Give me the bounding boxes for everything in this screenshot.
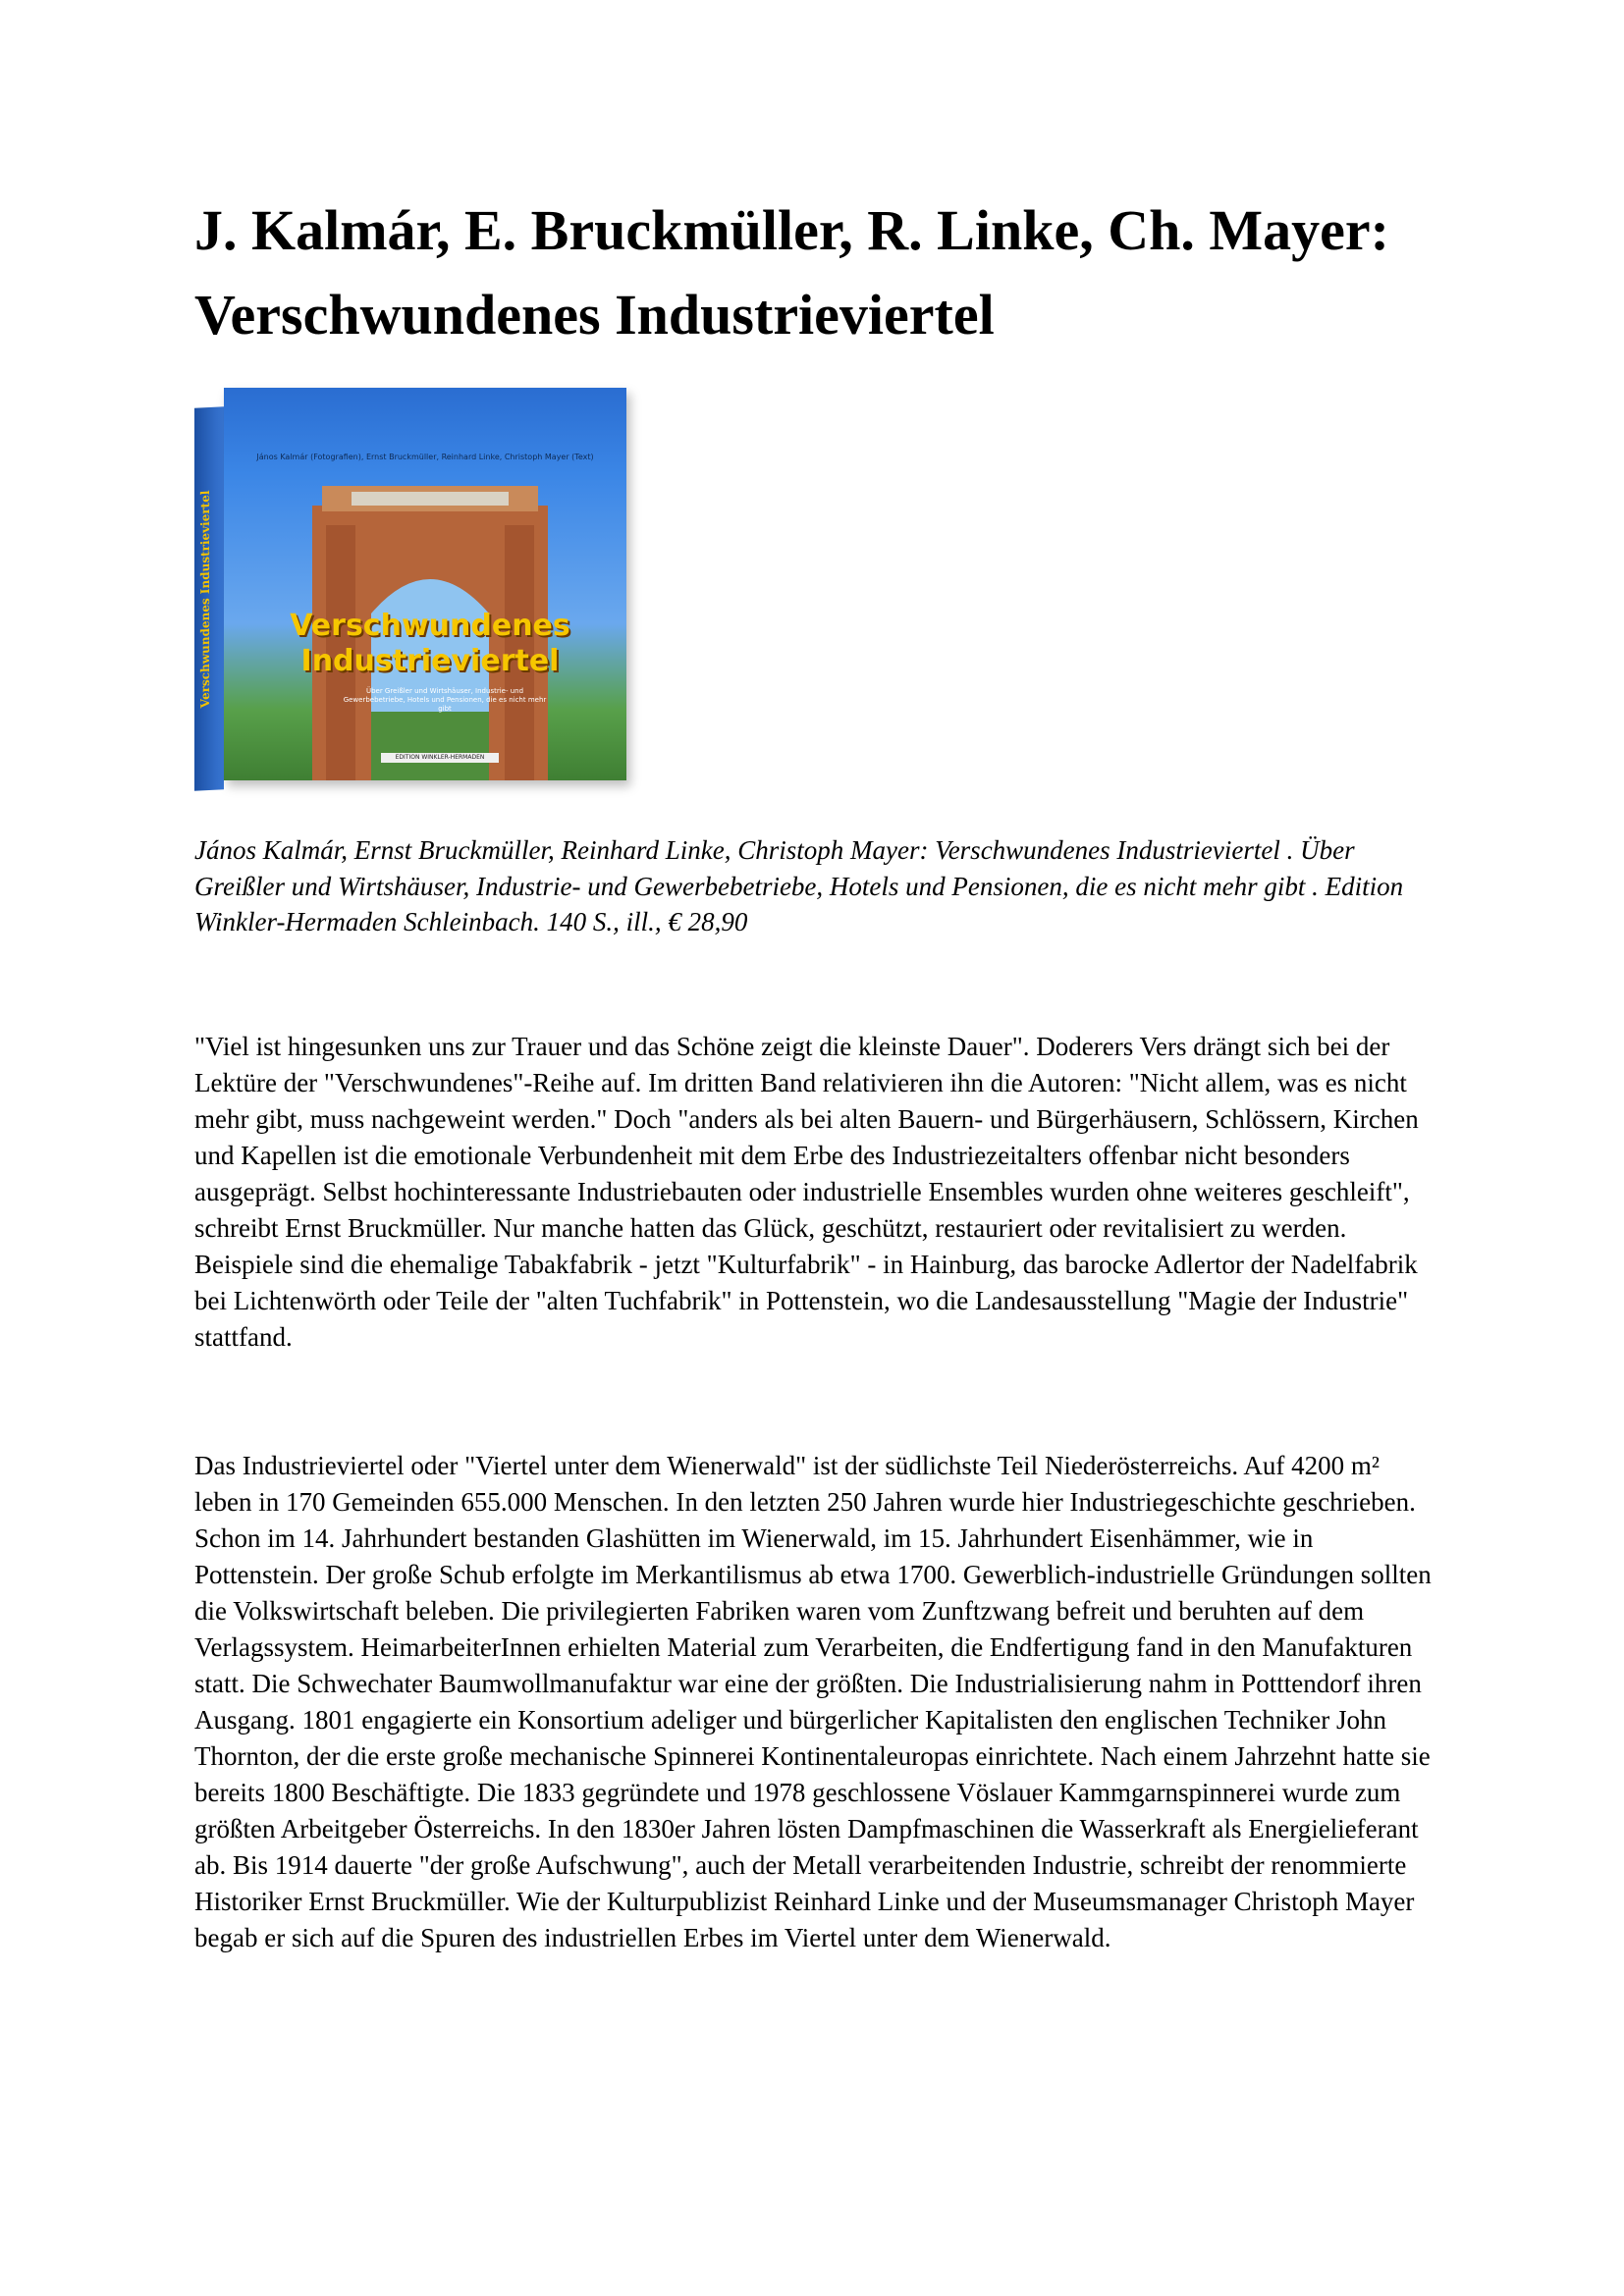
body-paragraph: Das Industrieviertel oder "Viertel unter dem Wienerwald" ist der südlichste Teil Niederösterreichs. Auf 4200 m² leben in 170 Gemeinden 655.000 Menschen. In den letzten 250 Jahren wurde hier Industriegeschichte geschrieben. Schon im 14. Jahrhundert bestanden Glashütten im Wienerwald, im 15. Jahrhundert Eisenhämmer, wie in Pottenstein. Der große Schub erfolgte im Merkantilismus ab etwa 1700. Gewerblich-industrielle Gründungen sollten die Volkswirtschaft beleben. Die privilegierten Fabriken waren vom Zunftzwang befreit und beruhten auf dem Verlagssystem. HeimarbeiterInnen erhielten Material zum Verarbeiten, die Endfertigung fand in den Manufakturen statt. Die Schwechater Baumwollmanufaktur war eine der größten. Die Industrialisierung nahm in Potttendorf ihren Ausgang. 1801 engagierte ein Konsortium adeliger und bürgerlicher Kapitalisten den englischen Techniker John Thornton, der die erste große mechanische Spinnerei Kontinentaleuropas einrichtete. Nach einem Jahrzehnt hatte sie bereits 1800 Beschäftigte. Die 1833 gegründete und 1978 geschlossene Vöslauer Kammgarnspinnerei wurde zum größten Arbeitgeber Österreichs. In den 1830er Jahren lösten Dampfmaschinen die Wasserkraft als Energielieferant ab. Bis 1914 dauerte "der große Aufschwung", auch der Metall verarbeitenden Industrie, schreibt der renommierte Historiker Ernst Bruckmüller. Wie der Kulturpublizist Reinhard Linke und der Museumsmanager Christoph Mayer begab er sich auf die Spuren des industriellen Erbes im Viertel unter dem Wienerwald.: [194, 1451, 1432, 1952]
book-spine: [194, 406, 224, 791]
book-cover-image: [194, 388, 626, 795]
cover-title-line2: Industrieviertel: [300, 644, 560, 678]
body-paragraph: "Viel ist hingesunken uns zur Trauer und das Schöne zeigt die kleinste Dauer". Doderers Vers drängt sich bei der Lektüre der "Verschwundenes"-Reihe auf. Im dritten Band relativieren ihn die Autoren: "Nicht allem, was es nicht mehr gibt, muss nachgeweint werden." Doch "anders als bei alten Bauern- und Bürgerhäusern, Schlössern, Kirchen und Kapellen ist die emotionale Verbundenheit mit dem Erbe des Industriezeitalters offenbar nicht besonders ausgeprägt. Selbst hochinteressante Industriebauten oder industrielle Ensembles wurden ohne weiteres geschleift", schreibt Ernst Bruckmüller. Nur manche hatten das Glück, geschützt, restauriert oder revitalisiert zu werden. Beispiele sind die ehemalige Tabakfabrik - jetzt "Kulturfabrik" - in Hainburg, das barocke Adlertor der Nadelfabrik bei Lichtenwörth oder Teile der "alten Tuchfabrik" in Pottenstein, wo die Landesausstellung "Magie der Industrie" stattfand.: [194, 1032, 1419, 1352]
book-spine-title: Verschwundenes Industrieviertel: [198, 490, 212, 709]
cover-title-line1: Verschwundenes: [290, 609, 570, 643]
cover-title: [253, 609, 607, 679]
book-citation: János Kalmár, Ernst Bruckmüller, Reinhard Linke, Christoph Mayer: Verschwundenes Industrieviertel . Über Greißler und Wirtshäuser, Industrie- und Gewerbebetriebe, Hotels und Pensionen, die es nicht mehr gibt . Edition Winkler-Hermaden Schleinbach. 140 S., ill., € 28,90: [194, 835, 1404, 936]
cover-publisher-logo: EDITION WINKLER-HERMADEN: [381, 753, 499, 763]
book-front-cover: [224, 388, 626, 780]
cover-subtitle: Über Greißler und Wirtshäuser, Industrie- und Gewerbebetriebe, Hotels und Pensionen, die es nicht mehr gibt: [343, 687, 547, 713]
cover-authors: János Kalmár (Fotografien), Ernst Bruckmüller, Reinhard Linke, Christoph Mayer (Text): [256, 453, 594, 461]
article-title: J. Kalmár, E. Bruckmüller, R. Linke, Ch. Mayer: Verschwundenes Industrieviertel: [194, 198, 1389, 347]
